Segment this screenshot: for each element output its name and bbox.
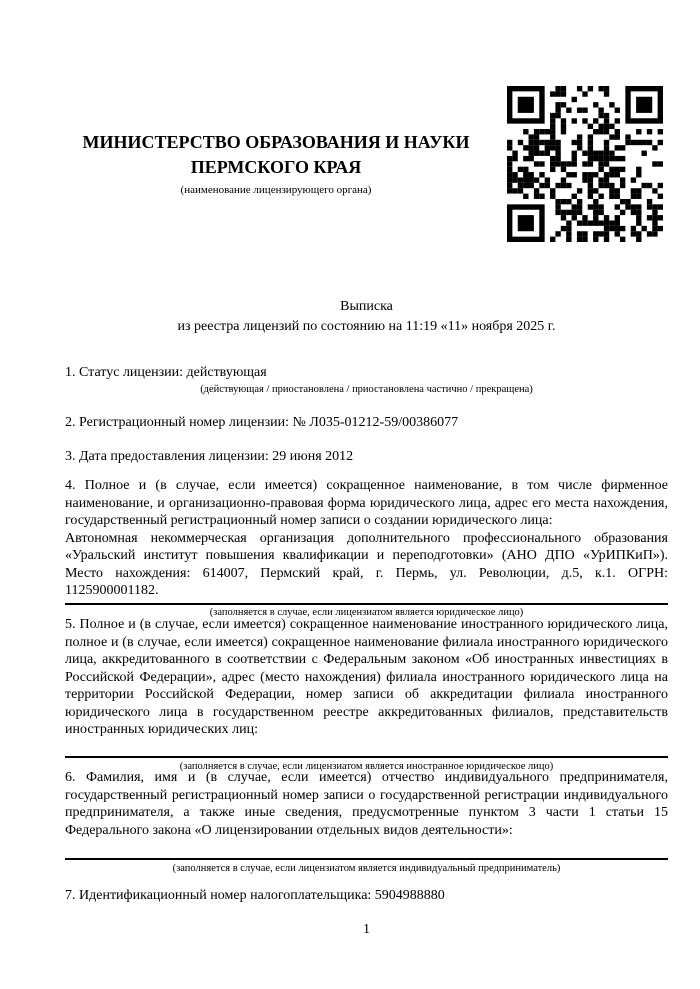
- foreign-entity-label: 5. Полное и (в случае, если имеется) сокращенное наименование иностранного юридического лица, полное и (в случае, если имеется) сокращенное наименование филиала иностранного юридического лица, аккредитованного в соответствии с Федеральным законом «Об иностранных инвестициях в Российской Федерации», адрес (место нахождения) филиала иностранного юридического лица на территории Российской Федерации, номер записи об аккредитации филиала иностранного юридического лица в государственном реестре аккредитованных филиалов, представительств иностранных юридических лиц:: [65, 617, 668, 737]
- qr-code-icon: [507, 86, 663, 242]
- item-individual-entrepreneur: [65, 769, 668, 875]
- field-rule: [65, 603, 668, 605]
- registration-number-text: 2. Регистрационный номер лицензии: № Л035-01212-59/00386077: [65, 415, 459, 430]
- document-subtitle: из реестра лицензий по состоянию на 11:19 «11» ноября 2025 г.: [177, 319, 556, 334]
- page-number: 1: [363, 922, 370, 937]
- item-taxpayer-number: [65, 887, 668, 905]
- item-registration-number: [65, 414, 668, 432]
- individual-entrepreneur-caption: (заполняется в случае, если лицензиатом является индивидуальный предприниматель): [172, 863, 561, 874]
- individual-entrepreneur-label: 6. Фамилия, имя и (в случае, если имеется) отчество индивидуального предпринимателя, государственный регистрационный номер записи о государственной регистрации индивидуального предпринимателя, а также иные сведения, предусмотренные пунктом 3 части 1 статьи 15 Федерального закона «О лицензировании отдельных видов деятельности»:: [65, 770, 668, 838]
- document-title-block: [65, 297, 668, 337]
- field-rule: [65, 858, 668, 860]
- ministry-name-line1: МИНИСТЕРСТВО ОБРАЗОВАНИЯ И НАУКИ: [82, 132, 470, 152]
- foreign-entity-caption: (заполняется в случае, если лицензиатом является иностранное юридическое лицо): [179, 760, 554, 772]
- item-license-status: [65, 364, 668, 396]
- item-legal-entity: [65, 477, 668, 619]
- item-grant-date: [65, 448, 668, 466]
- licensing-authority-block: [65, 130, 487, 197]
- legal-entity-value: Автономная некоммерческая организация дополнительного профессионального образования «Уральский институт повышения квалификации и переподготовки» (АНО ДПО «УрИПКиП»). Место нахождения: 614007, Пермский край, г. Пермь, ул. Революции, д.5, к.1. ОГРН: 1125900001182.: [65, 530, 668, 598]
- ministry-name-line2: ПЕРМСКОГО КРАЯ: [190, 157, 362, 177]
- taxpayer-number-text: 7. Идентификационный номер налогоплательщика: 5904988880: [65, 888, 445, 903]
- legal-entity-caption: (заполняется в случае, если лицензиатом является юридическое лицо): [209, 606, 524, 618]
- grant-date-text: 3. Дата предоставления лицензии: 29 июня 2012: [65, 449, 354, 464]
- document-title: Выписка: [340, 299, 393, 314]
- field-rule: [65, 756, 668, 758]
- legal-entity-label: 4. Полное и (в случае, если имеется) сокращенное наименование, в том числе фирменное наименование, и организационно-правовая форма юридического лица, адрес его места нахождения, государственный регистрационный номер записи о создании юридического лица:: [65, 478, 668, 528]
- item-foreign-entity: [65, 616, 668, 773]
- license-status-caption: (действующая / приостановлена / приостановлена частично / прекращена): [200, 383, 533, 395]
- license-status-text: 1. Статус лицензии: действующая: [65, 365, 267, 380]
- ministry-caption: (наименование лицензирующего органа): [180, 184, 372, 196]
